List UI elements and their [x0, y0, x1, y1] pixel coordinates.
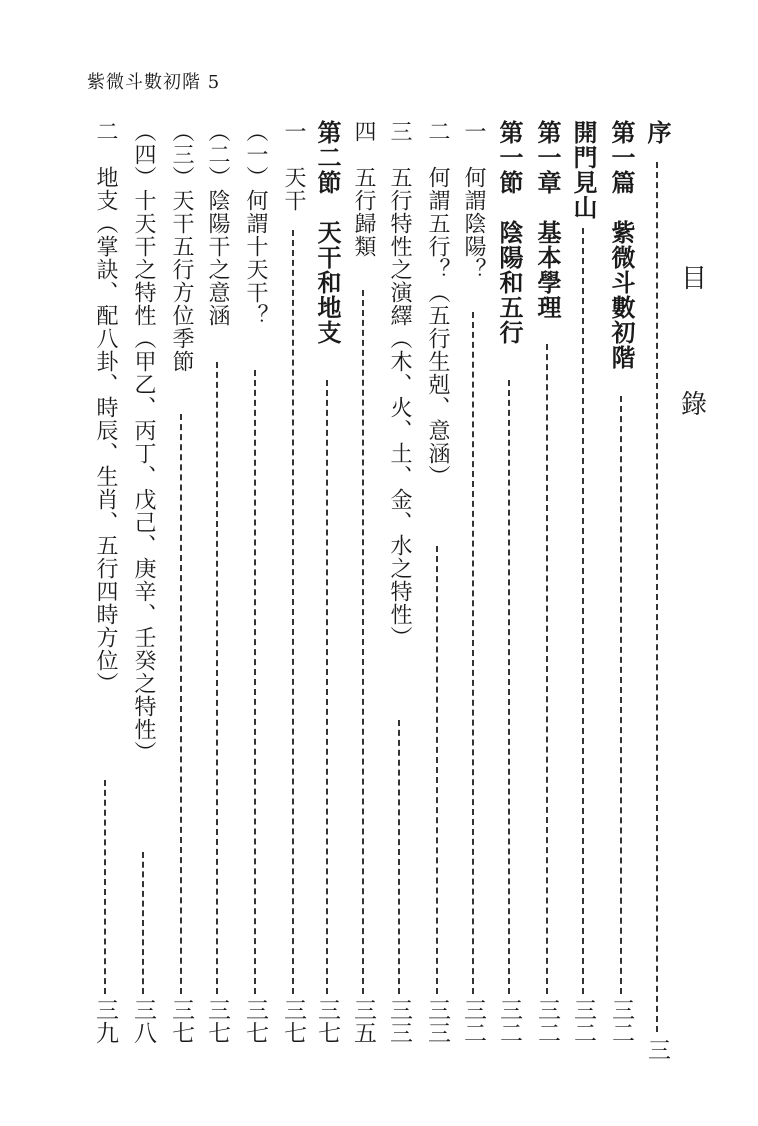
dot-leader — [656, 162, 658, 1032]
dot-leader — [326, 380, 328, 994]
toc-entry-yin-yang-stems — [200, 0, 234, 1126]
entry-label: 第二節 天干和地支 — [313, 120, 342, 345]
entry-page-number: 三 — [644, 1038, 670, 1061]
entry-label: 一 天干 — [281, 120, 306, 212]
toc-entry-preface — [640, 0, 674, 1126]
toc-entry-five-elements — [420, 0, 454, 1126]
dot-leader — [180, 414, 182, 994]
entry-label: 第一篇 紫微斗數初階 — [607, 120, 636, 370]
dot-leader — [508, 380, 510, 994]
entry-page-number: 三七 — [314, 998, 340, 1044]
entry-label: （三）天干五行方位季節 — [169, 120, 194, 373]
dot-leader — [546, 344, 548, 994]
entry-page-number: 三七 — [280, 998, 306, 1044]
dot-leader — [292, 230, 294, 994]
dot-leader — [582, 228, 584, 994]
toc-entry-chapter-1 — [530, 0, 564, 1126]
toc-title-char-1: 目 — [680, 264, 707, 294]
entry-label: 第一章 基本學理 — [533, 120, 562, 320]
entry-label: （二）陰陽干之意涵 — [205, 120, 230, 327]
entry-page-number: 三七 — [242, 998, 268, 1044]
entry-page-number: 三七 — [204, 998, 230, 1044]
toc-title-char-2: 錄 — [680, 390, 707, 420]
entry-label: 二 何謂五行？（五行生剋、意涵） — [425, 120, 450, 488]
entry-page-number: 三八 — [130, 998, 156, 1044]
entry-page-number: 三九 — [92, 998, 118, 1044]
dot-leader — [104, 780, 106, 994]
dot-leader — [254, 370, 256, 994]
entry-label: 二 地支（掌訣、配八卦、時辰、生肖、五行四時方位） — [93, 120, 118, 695]
entry-label: 三 五行特性之演繹（木、火、土、金、水之特性） — [387, 120, 412, 649]
toc-entry-section-2 — [310, 0, 344, 1126]
toc-entry-yin-yang — [456, 0, 490, 1126]
toc-entry-part-1 — [604, 0, 638, 1126]
entry-page-number: 三二 — [496, 998, 522, 1044]
entry-page-number: 三三 — [424, 998, 450, 1044]
entry-label: 四 五行歸類 — [351, 120, 376, 258]
dot-leader — [436, 546, 438, 994]
dot-leader — [398, 720, 400, 994]
toc-entry-classification — [346, 0, 380, 1126]
dot-leader — [472, 312, 474, 994]
entry-label: 開門見山 — [569, 120, 598, 220]
entry-page-number: 三七 — [168, 998, 194, 1044]
entry-label: 第一節 陰陽和五行 — [495, 120, 524, 345]
toc-entry-stem-traits — [126, 0, 160, 1126]
toc-entry-section-1 — [492, 0, 526, 1126]
entry-label: （四）十天干之特性（甲乙、丙丁、戊己、庚辛、壬癸之特性） — [131, 120, 156, 764]
dot-leader — [620, 396, 622, 994]
toc-entry-element-traits — [382, 0, 416, 1126]
entry-page-number: 三二 — [534, 998, 560, 1044]
entry-page-number: 三二 — [608, 998, 634, 1044]
entry-page-number: 三二 — [570, 998, 596, 1044]
entry-page-number: 三二 — [460, 998, 486, 1044]
dot-leader — [362, 290, 364, 994]
entry-label: 一 何謂陰陽？ — [461, 120, 486, 281]
toc-entry-earthly-branches — [88, 0, 122, 1126]
entry-page-number: 三五 — [350, 998, 376, 1044]
dot-leader — [142, 852, 144, 994]
toc-entry-ten-stems — [238, 0, 272, 1126]
entry-page-number: 三三 — [386, 998, 412, 1044]
entry-label: 序 — [643, 120, 672, 145]
dot-leader — [216, 362, 218, 994]
entry-label: （一）何謂十天干？ — [243, 120, 268, 327]
toc-entry-heavenly-stems — [276, 0, 310, 1126]
toc-entry-stem-directions — [164, 0, 198, 1126]
toc-title — [674, 266, 714, 418]
running-header: 紫微斗數初階 5 — [87, 72, 221, 93]
toc-entry-opening — [566, 0, 600, 1126]
